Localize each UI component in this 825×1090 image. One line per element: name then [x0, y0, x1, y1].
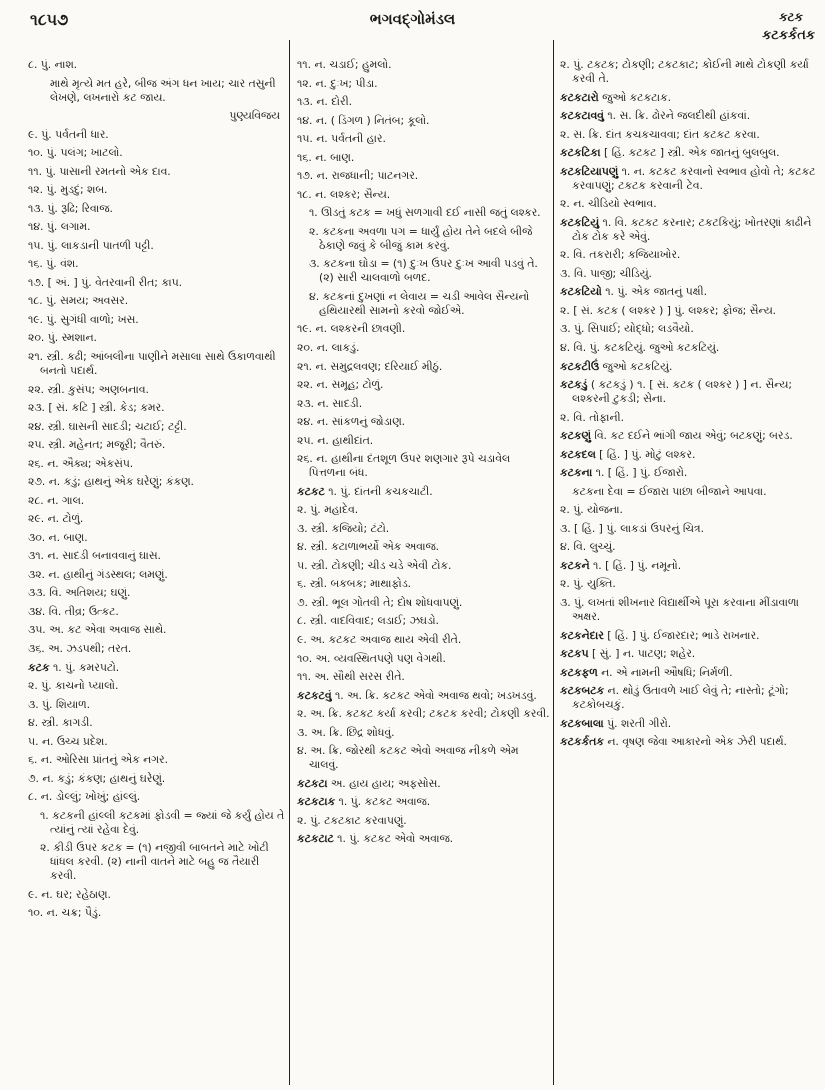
dictionary-entry: ૬. ન. ઓરિસા પ્રાંતનું એક નગર. — [28, 753, 169, 767]
dictionary-entry: ૨. અ. ક્રિ. કટકટ કર્યા કરવી; ટકટક કરવી; ટોકણી કરવી. — [297, 707, 550, 721]
dictionary-entry: ૩૩. વિ. અતિશય; ઘણું. — [28, 586, 131, 600]
column-divider — [553, 40, 554, 1085]
dictionary-entry: ૮. પું. નાશ. — [28, 58, 78, 71]
dictionary-entry: ૨૪. સ્ત્રી. ઘાસની સાદડી; ચટાઈ; ટટ્ટી. — [28, 419, 187, 433]
dictionary-entry: ૩૨. ન. હાથીનું ગંડસ્થલ; લમણું. — [28, 567, 168, 581]
dictionary-entry: ૧૩. ન. દોરી. — [297, 95, 353, 109]
dictionary-entry: કટકડું ( કટકડું ) ૧. [ સં. કટક ( લશ્કર ) ] ન. સૈન્ય; લશ્કરની ટુકડી; સેના. — [560, 378, 792, 406]
guide-word-last: કટકર્કતક — [762, 28, 815, 43]
dictionary-entry: કટકટિયું ૧. વિ. કટકટ કરનાર; ટકટકિયું; ખોતરણાં કાઢીને ટોક ટોક કરે એવું. — [560, 215, 812, 243]
dictionary-entry: ૨૩. ન. સાદડી. — [297, 396, 363, 410]
dictionary-entry: કટકટિકા [ હિં. કટકટ ] સ્ત્રી. એક જાતનું બુલબુલ. — [560, 146, 780, 160]
dictionary-entry: ૧૭. [ અં. ] પું. વેતરવાની રીત; કાપ. — [28, 275, 183, 289]
dictionary-entry: ૨. વિ. તોફાની. — [560, 410, 625, 424]
dictionary-entry: ૧૧. અ. સૌથી સરસ રીતે. — [297, 670, 405, 684]
dictionary-entry: ૪. અ. ક્રિ. જોરથી કટકટ એવો અવાજ નીકળે એમ ચાલવું. — [297, 744, 519, 772]
dictionary-entry: કટકટાટ ૧. પું. કટકટ એવો અવાજ. — [297, 832, 454, 846]
dictionary-entry: ૨. ન. ચીડિયો સ્વભાવ. — [560, 197, 657, 211]
dictionary-entry: કટકને ૧. [ હિં. ] પું. નમૂનો. — [560, 558, 682, 572]
dictionary-entry: ૧૨. પું. મુડદું; શબ. — [28, 183, 108, 197]
dictionary-entry: ૭. સ્ત્રી. ભૂલ ગોતવી તે; દોષ શોધવાપણું. — [297, 595, 463, 609]
dictionary-entry: ૧૧. ન. ચડાઈ; હુમલો. — [297, 58, 392, 71]
guide-word-first: કટક — [779, 10, 803, 24]
dictionary-entry: કટકટવું ૧. અ. ક્રિ. કટકટ એવો અવાજ થવો; ખડખડવું. — [297, 688, 537, 702]
dictionary-entry: ૨૦. ન. લાકડું. — [297, 341, 360, 354]
dictionary-entry: ૨. પું. યોજના. — [560, 503, 623, 517]
dictionary-entry: કટકટિયો ૧. પું. એક જાતનું પક્ષી. — [560, 285, 708, 299]
dictionary-entry: કટકટારો જુઓ કટકટાક. — [560, 90, 672, 104]
dictionary-entry: ૨૫. ન. હાથીદાંત. — [297, 433, 374, 447]
dictionary-entry: ૧૯. ન. લશ્કરની છાવણી. — [297, 322, 406, 336]
page-title: ભગવદ્ગોમંડલ — [369, 10, 456, 28]
dictionary-entry: કટકટા અ. હાય હાય; અફસોસ. — [297, 776, 441, 790]
dictionary-entry: કટકટાવવું ૧. સ. ક્રિ. ઢોરને જલદીથી હાંકવાં. — [560, 109, 751, 123]
dictionary-entry: ૩. વિ. પાજી; ચીડિયું. — [560, 266, 652, 280]
dictionary-entry: ૫. સ્ત્રી. ટોકણી; ચીડ ચડે એવી ટોક. — [297, 558, 452, 572]
dictionary-entry: ૮. ન. ડોલ્લું; ખોખું; હાંલ્લું. — [28, 790, 141, 804]
dictionary-entry: કટકના ૧. [ હિં. ] પું. ઈજારો. — [560, 466, 688, 480]
dictionary-entry: ૩. કટકના ઘોડા = (૧) દુઃખ ઉપર દુઃખ આવી પડવું તે. (૨) સારી ચાલવાળો બળદ. — [309, 257, 538, 285]
page-number: ૧૮૫૭ — [30, 10, 69, 29]
dictionary-entry: ૨૬. ન. હાથીના દંતશૂળ ઉપર શણગાર રૂપે ચડાવેલ પિત્તળના બંધ. — [297, 452, 511, 480]
dictionary-entry: ૫. ન. ઉચ્ચ પ્રદેશ. — [28, 734, 108, 748]
dictionary-entry: ૧૬. પું. વંશ. — [28, 257, 79, 271]
dictionary-entry: ૬. સ્ત્રી. બકબક; માથાફોડ. — [297, 577, 412, 591]
dictionary-entry: ૧૩. પું. રૂઢિ; રિવાજ. — [28, 201, 113, 215]
dictionary-entry: ૪. વિ. પું. કટકટિયું. જુઓ કટકટિયું. — [560, 341, 720, 354]
dictionary-entry: ૨. સ. ક્રિ. દાંત કચકચાવવા; દાંત કટકટ કરવા. — [560, 127, 760, 141]
dictionary-entry: કટકફળ ન. એ નામની ઔષધિ; નિર્મળી. — [560, 665, 733, 679]
dictionary-entry: ૨. પું. ટકટક; ટોકણી; ટકટકાટ; કોઈની માથે ટોકણી કર્યા કરવી તે. — [560, 58, 809, 86]
dictionary-entry: કટકબાલા પું. શરતી ગીરો. — [560, 716, 672, 730]
dictionary-entry: ૯. પું. પર્વતની ધાર. — [28, 127, 109, 141]
dictionary-entry: ૧૦. ન. ચક્ર; પૈડું. — [28, 906, 102, 920]
dictionary-entry: ૨૯. ન. ટોળું. — [28, 512, 84, 526]
dictionary-entry: ૨. કટકના અવળા પગ = ધાર્યું હોય તેને બદલે બીજે ઠેકાણે જવું કે બીજું કામ કરવું. — [309, 224, 533, 252]
dictionary-entry: ૪. સ્ત્રી. કટાળાભર્યો એક અવાજ. — [297, 540, 440, 554]
column-2 — [297, 58, 550, 1083]
dictionary-entry: ૧૪. ન. ( ડિંગળ ) નિતંબ; કૂલો. — [297, 113, 430, 127]
dictionary-entry: ૧. ઊડતું કટક = ખધું સળગાવી દઈ નાસી જતું લશ્કર. — [309, 206, 541, 220]
dictionary-entry: ૨. પું. મહાદેવ. — [297, 503, 359, 517]
dictionary-entry: ૧૫. પું. લાકડાની પાતળી પટ્ટી. — [28, 238, 154, 252]
column-1 — [28, 58, 286, 1083]
dictionary-entry: ૧૭. ન. રાજધાની; પાટનગર. — [297, 169, 419, 183]
dictionary-entry: ૨. પું. યુક્તિ. — [560, 577, 616, 591]
dictionary-entry: કટકના દેવા = ઈજારા પાછા બીજાને આપવા. — [572, 484, 767, 498]
dictionary-entry: ૩૦. ન. બાણ. — [28, 530, 88, 544]
dictionary-entry: ૩૧. ન. સાદડી બનાવવાનું ઘાસ. — [28, 549, 161, 563]
dictionary-entry: ૧૦. અ. વ્યવસ્થિતપણે પણ વેગથી. — [297, 651, 446, 665]
dictionary-entry: કટકદલ [ હિં. ] પું. મોટું લશ્કર. — [560, 447, 696, 461]
dictionary-entry: પુણ્યવિજય — [229, 109, 280, 123]
page-header — [0, 6, 825, 46]
dictionary-entry: ૨૭. ન. કડું; હાથનું એક ઘરેણું; કંકણ. — [28, 475, 194, 489]
dictionary-entry: માથે મૃત્યે મત હરે, બીજ અંગ ધન ખાય; ચાર તસુની લેખણે, લખનારો કટ જાય. — [50, 76, 276, 104]
dictionary-entry: ૧. કટકની હાંલ્લી કટકમાં ફોડવી = જ્યાં જે કર્યું હોય તે ત્યાંનું ત્યાં રહેવા દેવું. — [40, 808, 285, 836]
dictionary-entry: ૨. કીડી ઉપર કટક = (૧) નજીવી બાબતને માટે ખોટી ધાંધલ કરવી. (૨) નાની વાતને માટે બહુ જ તૈયારી કરવી. — [40, 841, 269, 883]
dictionary-entry: ૧૮. ન. લશ્કર; સૈન્ય. — [297, 187, 391, 201]
dictionary-entry: ૩. સ્ત્રી. કજિયો; ટંટો. — [297, 521, 390, 535]
dictionary-entry: ૨૨. સ્ત્રી. કુસંપ; અણબનાવ. — [28, 382, 149, 396]
dictionary-entry: ૩. પું. લખતાં શીખનાર વિદ્યાર્થીએ પૂરા કરવાના મીંડાવાળા અક્ષર. — [560, 595, 799, 623]
dictionary-entry: કટકટીઉં જુઓ કટકટિયું. — [560, 359, 673, 373]
dictionary-entry: ૧૫. ન. પર્વતની હાર. — [297, 132, 386, 146]
dictionary-entry: ૪. કટકનાં દુખણાં ન લેવાય = ચડી આવેલ સૈન્યનો હથિયારથી સામનો કરવો જોઈએ. — [309, 289, 530, 317]
column-3 — [560, 58, 816, 1083]
dictionary-entry: ૯. અ. કટકટ અવાજ થાય એવી રીતે. — [297, 633, 462, 646]
dictionary-entry: ૩. અ. ક્રિ. છિદ્ર શોધવું. — [297, 725, 395, 739]
dictionary-entry: કટકટાક ૧. પું. કટકટ અવાજ. — [297, 795, 431, 809]
dictionary-entry: ૩. પું. શિયાળ. — [28, 697, 91, 711]
dictionary-entry: ૨૮. ન. ગાલ. — [28, 493, 85, 507]
dictionary-entry: ૭. ન. કડું; કંકણ; હાથનું ઘરેણું. — [28, 771, 166, 785]
dictionary-entry: ૩. [ હિં. ] પું. લાકડાં ઉપરનું ચિત્ર. — [560, 521, 705, 535]
dictionary-entry: ૨૬. ન. ઐક્ય; એકસંપ. — [28, 456, 134, 470]
dictionary-entry: કટકટિયાપણું ૧. ન. કટકટ કરવાનો સ્વભાવ હોવો તે; કટકટ કરવાપણું; ટકટક કરવાની ટેવ. — [560, 164, 816, 192]
dictionary-entry: ૩૫. અ. કટ એવા અવાજ સાથે. — [28, 623, 167, 637]
dictionary-entry: કટકર્કતક ન. વૃષણ જેવા આકારનો એક ઝેરી પદાર્થ. — [560, 735, 787, 749]
dictionary-entry: ૨૪. ન. સાંકળનું જોડાણ. — [297, 415, 406, 429]
dictionary-entry: ૩૪. વિ. તીવ્ર; ઉત્કટ. — [28, 604, 119, 618]
dictionary-entry: કટક ૧. પું. કમરપટો. — [28, 660, 120, 674]
dictionary-entry: ૨૧. ન. સમુદ્રલવણ; દરિયાઈ મીઠું. — [297, 359, 443, 373]
dictionary-entry: ૨. [ સં. કટક ( લશ્કર ) ] પું. લશ્કર; ફોજ; સૈન્ય. — [560, 303, 777, 317]
dictionary-entry: ૨૩. [ સં. કટિ ] સ્ત્રી. કેડ; કમર. — [28, 401, 165, 415]
dictionary-entry: ૧૨. ન. દુઃખ; પીડા. — [297, 76, 378, 90]
dictionary-entry: ૩૬. અ. ઝડપથી; તરત. — [28, 642, 132, 655]
dictionary-entry: ૧૧. પું. પાસાની રમતનો એક દાવ. — [28, 164, 171, 178]
dictionary-entry: ૪. સ્ત્રી. કાગડી. — [28, 716, 93, 730]
dictionary-entry: ૨. પું. કાચનો પ્યાલો. — [28, 679, 119, 693]
dictionary-entry: ૨. પું. ટકટકાટ કરવાપણું. — [297, 813, 407, 827]
dictionary-entry: ૧૦. પું. પલંગ; ખાટલો. — [28, 146, 123, 160]
dictionary-entry: ૩. પું. સિપાઈ; યોદ્ધો; લડવૈયો. — [560, 322, 694, 336]
dictionary-entry: ૨૦. પું. સ્મશાન. — [28, 331, 97, 345]
dictionary-entry: ૧૪. પું. લગામ. — [28, 220, 91, 234]
dictionary-entry: ૮. સ્ત્રી. વાદવિવાદ; લડાઈ; ઝઘડો. — [297, 614, 439, 628]
dictionary-entry: કટકનેદાર [ હિં. ] પું. ઈજારદાર; ભાડે રાખનાર. — [560, 628, 760, 642]
dictionary-entry: કટકટ ૧. પું. દાંતની કચકચાટી. — [297, 484, 433, 498]
dictionary-entry: ૧૯. પું. સુગંધી વાળો; ખસ. — [28, 312, 139, 326]
dictionary-entry: કટકપ [ સું. ] ન. પાટણ; શહેર. — [560, 647, 696, 661]
dictionary-entry: કટકબટક ન. થોડું ઉતાવળે ખાઈ લેવું તે; નાસ્તો; ટૂંગો; કટકોબચકું. — [560, 684, 789, 712]
column-divider — [289, 40, 290, 1085]
dictionary-entry: ૨૧. સ્ત્રી. કઢી; આંબલીના પાણીને મસાલા સાથે ઉકાળવાથી બનતો પદાર્થ. — [28, 350, 276, 378]
dictionary-entry: કટકણું વિ. કટ દઈને ભાંગી જાય એવું; બટકણું; બરડ. — [560, 429, 793, 443]
dictionary-entry: ૧૮. પું. સમય; અવસર. — [28, 294, 129, 308]
dictionary-entry: ૨૨. ન. સમૂહ; ટોળું. — [297, 378, 384, 392]
dictionary-entry: ૨. વિ. તકરારી; કજિયાખોર. — [560, 248, 681, 262]
dictionary-entry: ૧૬. ન. બાણ. — [297, 150, 355, 164]
dictionary-entry: ૨૫. સ્ત્રી. મહેનત; મજૂરી; વૈતરું. — [28, 438, 166, 452]
dictionary-entry: ૯. ન. ઘર; રહેઠાણ. — [28, 887, 111, 901]
dictionary-entry: ૪. વિ. લુચ્ચું. — [560, 540, 616, 554]
